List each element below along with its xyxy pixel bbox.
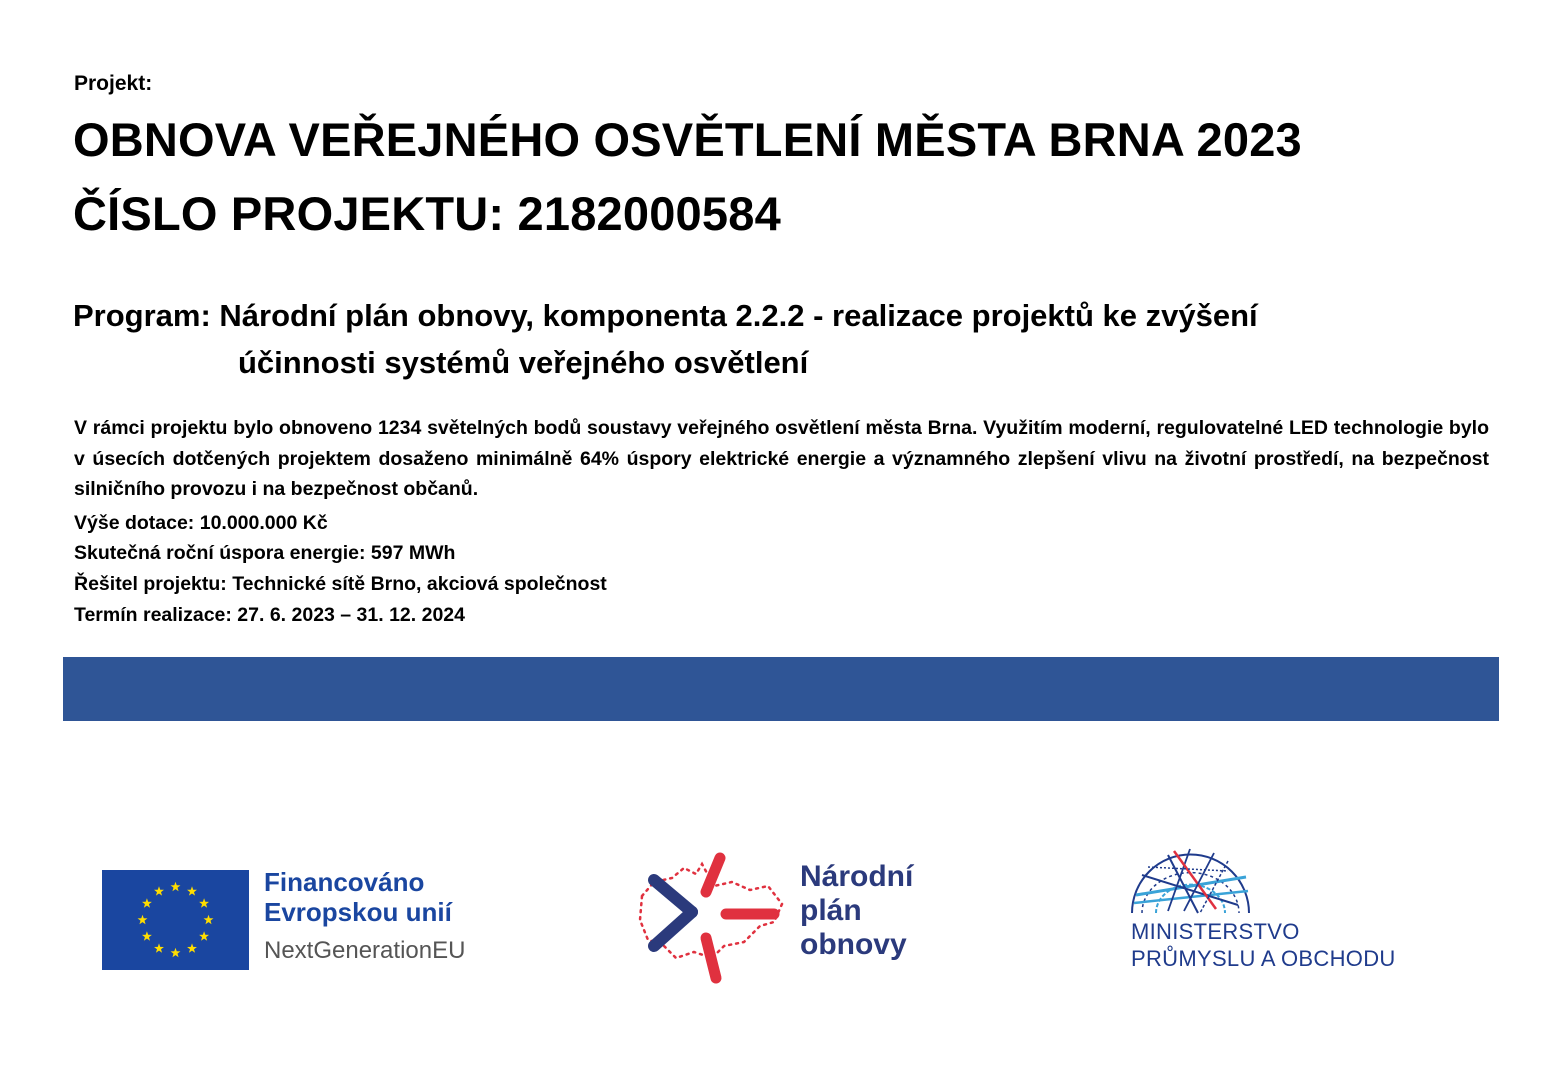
eu-funding-text [264, 867, 465, 966]
mpo-line-1: MINISTERSTVO [1131, 919, 1300, 944]
eu-line-2: Evropskou unií [264, 897, 452, 927]
mpo-globe-icon [1128, 845, 1253, 915]
npo-line-3: obnovy [800, 928, 907, 961]
project-solver: Řešitel projektu: Technické sítě Brno, akciová společnost [74, 573, 607, 595]
blue-divider-bar [63, 657, 1499, 721]
npo-logo-icon [632, 846, 792, 988]
subsidy-amount: Výše dotace: 10.000.000 Kč [74, 512, 328, 534]
eu-line-1: Financováno [264, 867, 425, 897]
project-number: ČÍSLO PROJEKTU: 2182000584 [73, 187, 781, 240]
project-description: V rámci projektu bylo obnoveno 1234 světelných bodů soustavy veřejného osvětlení města Brna. Využitím moderní, regulovatelné LED technologie bylo v úsecích dotčených projektem dosaženo minimálně 64% úspory elektrické energie a významného zlepšení vlivu na životní prostředí, na bezpečnost silničního provozu i na bezpečnost občanů. [74, 417, 1489, 500]
program-line-2: účinnosti systémů veřejného osvětlení [238, 345, 809, 380]
npo-text [800, 860, 913, 962]
mpo-line-2: PRŮMYSLU A OBCHODU [1131, 946, 1396, 971]
npo-line-2: plán [800, 894, 862, 927]
npo-line-1: Národní [800, 860, 914, 893]
project-title: OBNOVA VEŘEJNÉHO OSVĚTLENÍ MĚSTA BRNA 2023 [73, 113, 1302, 166]
eu-flag-icon [102, 870, 249, 970]
program-line-1: Program: Národní plán obnovy, komponenta 2.2.2 - realizace projektů ke zvýšení [73, 298, 1258, 333]
realization-term: Termín realizace: 27. 6. 2023 – 31. 12. 2024 [74, 604, 465, 626]
mpo-text [1131, 918, 1396, 972]
program-heading [73, 292, 1493, 386]
energy-savings: Skutečná roční úspora energie: 597 MWh [74, 542, 456, 564]
project-label: Projekt: [74, 72, 153, 95]
eu-line-3: NextGenerationEU [264, 937, 466, 964]
